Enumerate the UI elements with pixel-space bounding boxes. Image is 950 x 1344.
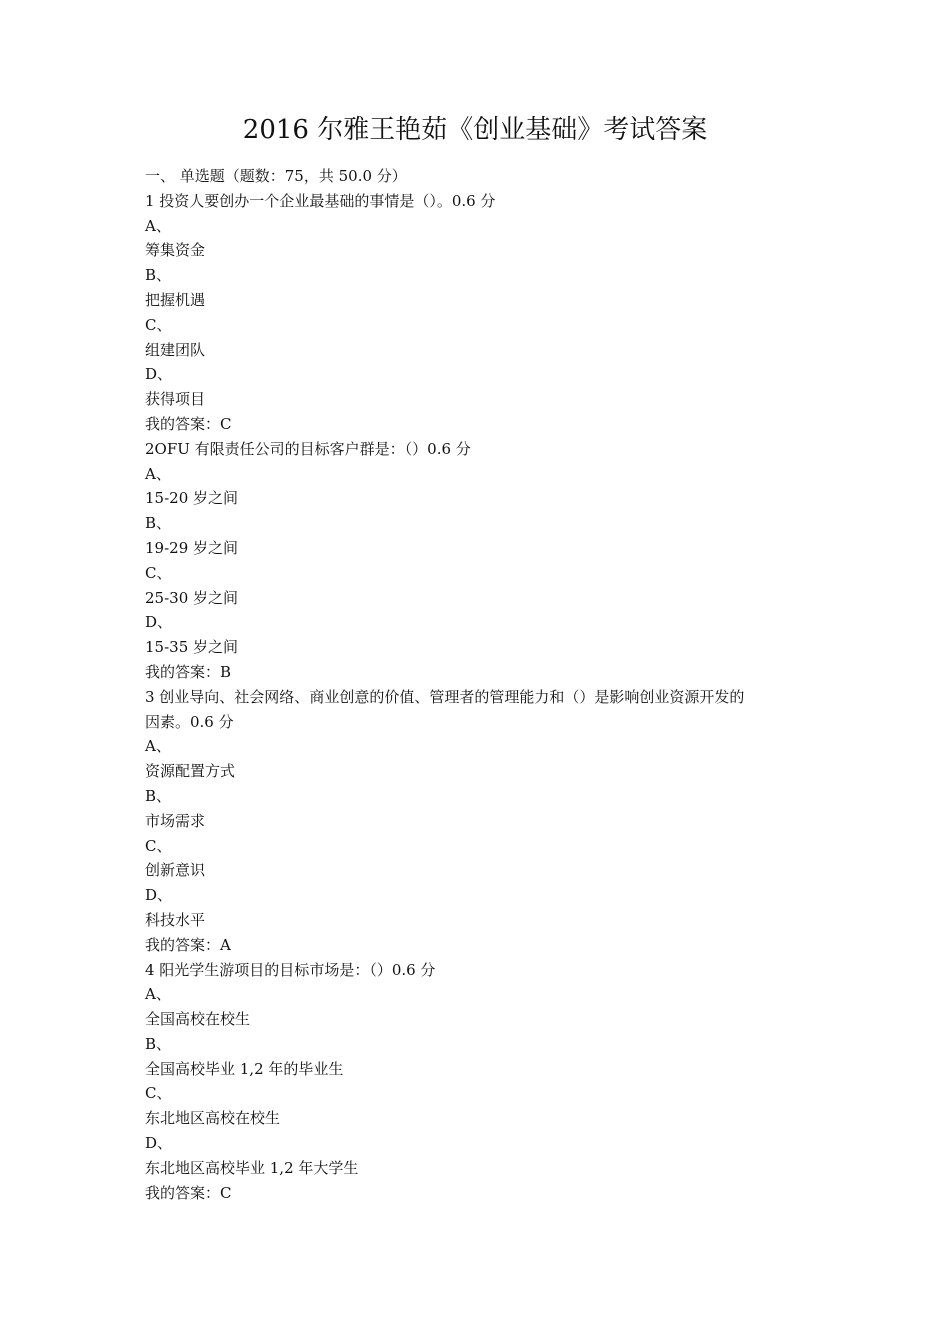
question-text-continued: 因素。0.6 分 xyxy=(145,712,234,731)
option-text: 25-30 岁之间 xyxy=(145,588,239,607)
option-text: 把握机遇 xyxy=(145,290,206,309)
answer-text: 我的答案：C xyxy=(145,414,232,433)
section-heading: 一、 单选题（题数：75，共 50.0 分） xyxy=(145,167,407,185)
document-title: 2016 尔雅王艳茹《创业基础》考试答案 xyxy=(242,115,708,145)
option-label: A、 xyxy=(145,737,171,756)
option-text: 全国高校在校生 xyxy=(145,1010,251,1029)
option-label: B、 xyxy=(145,266,172,285)
option-label: A、 xyxy=(145,216,171,235)
option-label: B、 xyxy=(145,786,172,805)
option-text: 19-29 岁之间 xyxy=(145,538,239,557)
option-text: 科技水平 xyxy=(145,910,206,929)
answer-text: 我的答案：B xyxy=(145,662,232,681)
answer-text: 我的答案：A xyxy=(145,935,231,954)
option-label: C、 xyxy=(145,563,172,582)
answer-text: 我的答案：C xyxy=(145,1183,232,1202)
question-block-3 xyxy=(145,685,825,958)
question-text: 1 投资人要创办一个企业最基础的事情是（）。0.6 分 xyxy=(145,191,496,210)
option-text: 资源配置方式 xyxy=(145,762,236,781)
question-block-1 xyxy=(145,189,825,437)
option-label: D、 xyxy=(145,613,173,632)
option-label: D、 xyxy=(145,365,173,384)
option-label: A、 xyxy=(145,464,171,483)
question-text: 3 创业导向、社会网络、商业创意的价值、管理者的管理能力和（）是影响创业资源开发的 xyxy=(145,687,745,706)
question-text: 4 阳光学生游项目的目标市场是：（）0.6 分 xyxy=(145,960,436,979)
option-label: C、 xyxy=(145,836,172,855)
option-text: 市场需求 xyxy=(145,811,206,830)
option-label: B、 xyxy=(145,514,172,533)
option-text: 创新意识 xyxy=(145,861,206,880)
option-text: 15-35 岁之间 xyxy=(145,638,239,657)
option-text: 东北地区高校在校生 xyxy=(145,1109,281,1128)
question-text: 2OFU 有限责任公司的目标客户群是：（）0.6 分 xyxy=(145,439,471,458)
document-body xyxy=(145,164,825,1205)
option-text: 15-20 岁之间 xyxy=(145,489,239,508)
question-block-2 xyxy=(145,437,825,685)
option-label: B、 xyxy=(145,1034,172,1053)
option-label: C、 xyxy=(145,315,172,334)
option-text: 获得项目 xyxy=(145,390,206,409)
option-label: A、 xyxy=(145,985,171,1004)
option-text: 东北地区高校毕业 1,2 年大学生 xyxy=(145,1158,359,1177)
option-label: D、 xyxy=(145,1134,173,1153)
option-label: C、 xyxy=(145,1084,172,1103)
option-label: D、 xyxy=(145,886,173,905)
option-text: 全国高校毕业 1,2 年的毕业生 xyxy=(145,1059,344,1078)
option-text: 组建团队 xyxy=(145,340,206,359)
option-text: 筹集资金 xyxy=(145,241,206,260)
question-block-4 xyxy=(145,958,825,1206)
